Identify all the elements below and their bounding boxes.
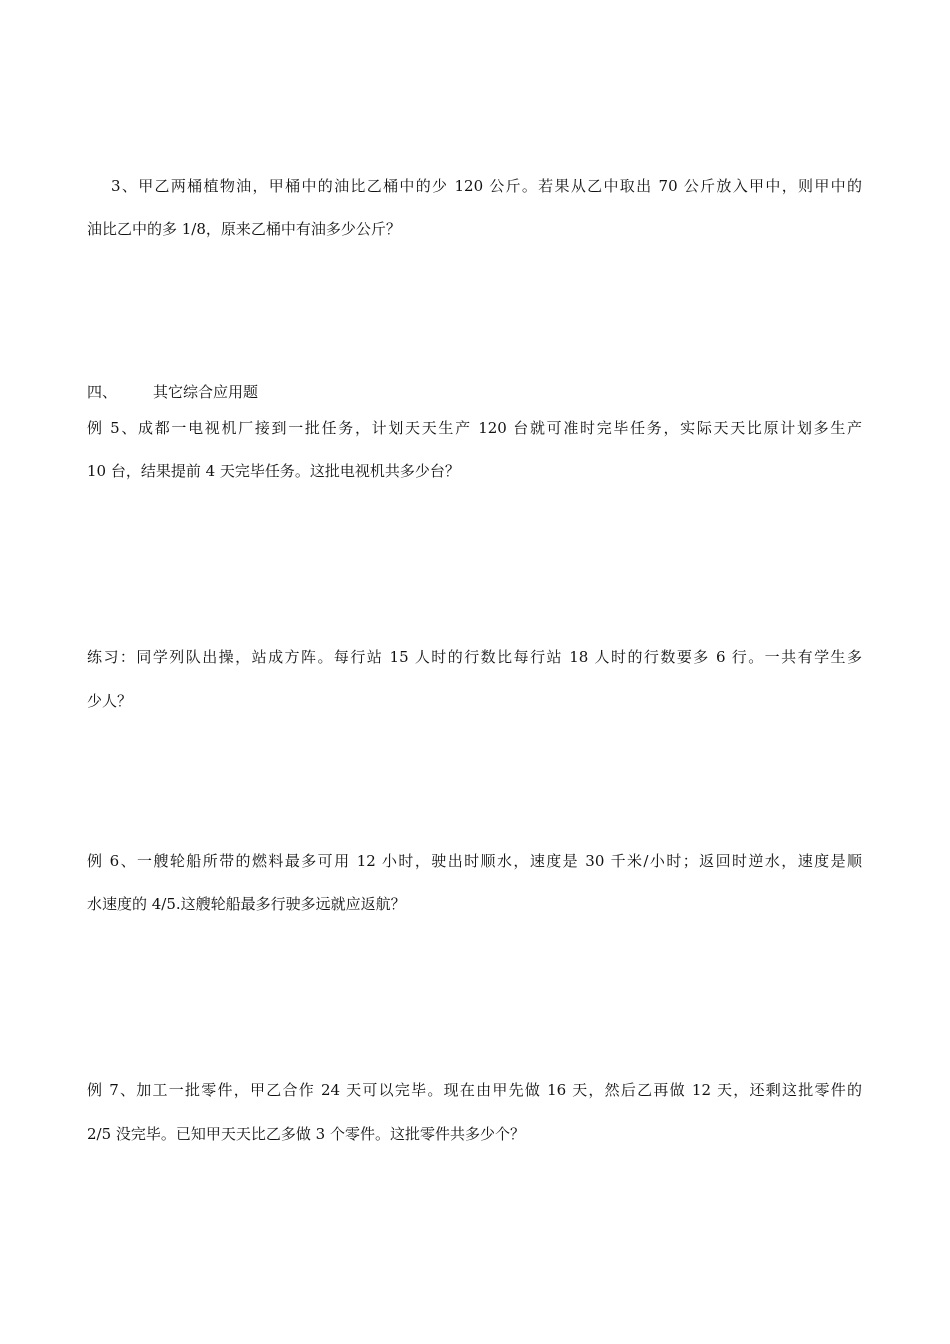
example-6-line-2: 水速度的 4/5.这艘轮船最多行驶多远就应返航？ bbox=[87, 895, 406, 913]
section-4-number: 四、 bbox=[87, 383, 118, 401]
practice-line-1: 练习：同学列队出操，站成方阵。每行站 15 人时的行数比每行站 18 人时的行数要多 6 行。一共有学生多 bbox=[87, 648, 862, 666]
practice-line-2: 少人？ bbox=[87, 692, 133, 710]
example-7-line-2: 2/5 没完毕。已知甲天天比乙多做 3 个零件。这批零件共多少个？ bbox=[87, 1125, 525, 1143]
section-4-title: 其它综合应用题 bbox=[153, 383, 259, 401]
problem-3-line-1: 3、甲乙两桶植物油，甲桶中的油比乙桶中的少 120 公斤。若果从乙中取出 70 公斤放入甲中，则甲中的 bbox=[111, 177, 862, 195]
example-6-line-1: 例 6、一艘轮船所带的燃料最多可用 12 小时，驶出时顺水，速度是 30 千米/小时；返回时逆水，速度是顺 bbox=[87, 852, 862, 870]
problem-3-line-2: 油比乙中的多 1/8，原来乙桶中有油多少公斤？ bbox=[87, 220, 401, 238]
example-5-line-2: 10 台，结果提前 4 天完毕任务。这批电视机共多少台？ bbox=[87, 462, 460, 480]
example-5-line-1: 例 5、成都一电视机厂接到一批任务，计划天天生产 120 台就可准时完毕任务，实际天天比原计划多生产 bbox=[87, 419, 862, 437]
example-7-line-1: 例 7、加工一批零件，甲乙合作 24 天可以完毕。现在由甲先做 16 天，然后乙再做 12 天，还剩这批零件的 bbox=[87, 1081, 862, 1099]
